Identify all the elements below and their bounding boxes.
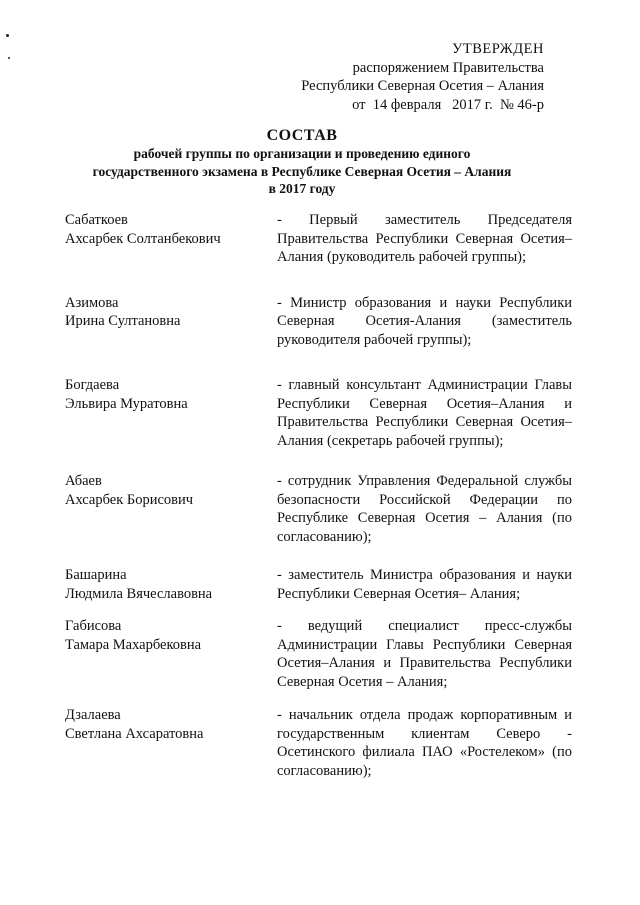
document-subtitle-line-2: государственного экзамена в Республике Северная Осетия – Алания	[92, 163, 512, 179]
member-entry	[65, 706, 573, 780]
member-surname: Абаев	[65, 473, 102, 489]
approval-date-line	[244, 96, 544, 115]
member-role: - ведущий специалист пресс-службы Администрации Главы Республики Северная Осетия–Алания и Правительства Республики Северная Осетия – Алания;	[277, 618, 572, 690]
member-given-names: Тамара Махарбековна	[65, 636, 202, 653]
member-name	[65, 211, 277, 267]
member-surname: Азимова	[65, 294, 119, 311]
member-entry	[65, 617, 573, 691]
member-name	[65, 294, 277, 350]
approval-date-prefix: от	[352, 96, 366, 113]
member-given-names: Ирина Султановна	[65, 313, 181, 329]
member-entry	[65, 472, 573, 546]
member-name	[65, 472, 277, 546]
approval-line-1: распоряжением Правительства	[352, 59, 544, 76]
approval-line-2: Республики Северная Осетия – Алания	[301, 78, 544, 94]
approval-block	[244, 40, 544, 114]
document-title: СОСТАВ	[266, 127, 338, 144]
member-list	[65, 211, 573, 780]
approval-date: 14 февраля	[372, 96, 442, 113]
member-given-names: Ахсарбек Борисович	[65, 491, 194, 508]
member-role: - Первый заместитель Председателя Правительства Республики Северная Осетия–Алания (руководитель рабочей группы);	[277, 212, 572, 265]
member-given-names: Эльвира Муратовна	[65, 395, 188, 412]
member-given-names: Светлана Ахсаратовна	[65, 725, 204, 742]
member-name	[65, 566, 277, 603]
approval-title: УТВЕРЖДЕН	[452, 41, 544, 57]
member-surname: Богдаева	[65, 377, 120, 393]
member-surname: Сабаткоев	[65, 212, 128, 228]
approval-number: № 46-р	[499, 96, 544, 113]
document-subtitle-line-1: рабочей группы по организации и проведению единого	[133, 146, 471, 161]
member-role: - сотрудник Управления Федеральной службы безопасности Российской Федерации по Республике Северная Осетия – Алания (по согласованию);	[277, 473, 572, 545]
member-role: - главный консультант Администрации Главы Республики Северная Осетия–Алания и Правительства Республики Северная Осетия–Алания (секретарь рабочей группы);	[277, 377, 572, 449]
member-surname: Габисова	[65, 618, 122, 634]
member-given-names: Ахсарбек Солтанбекович	[65, 230, 221, 247]
scan-speck	[8, 57, 10, 59]
member-entry	[65, 376, 573, 450]
document-heading	[60, 126, 544, 198]
member-entry	[65, 211, 573, 267]
member-role: - Министр образования и науки Республики Северная Осетия-Алания (заместитель руководителя рабочей группы);	[277, 294, 572, 348]
scan-speck	[6, 34, 9, 37]
member-given-names: Людмила Вячеславовна	[65, 585, 213, 602]
member-surname: Башарина	[65, 567, 127, 583]
member-name	[65, 376, 277, 450]
member-entry	[65, 294, 573, 350]
member-name	[65, 706, 277, 780]
member-surname: Дзалаева	[65, 707, 121, 723]
member-name	[65, 617, 277, 691]
member-role: - начальник отдела продаж корпоративным и государственным клиентам Северо - Осетинского филиала ПАО «Ростелеком» (по согласованию);	[277, 707, 572, 779]
approval-year: 2017 г.	[452, 96, 493, 113]
document-subtitle-line-3: в 2017 году	[268, 181, 336, 196]
member-role: - заместитель Министра образования и науки Республики Северная Осетия– Алания;	[277, 567, 572, 602]
member-entry	[65, 566, 573, 603]
